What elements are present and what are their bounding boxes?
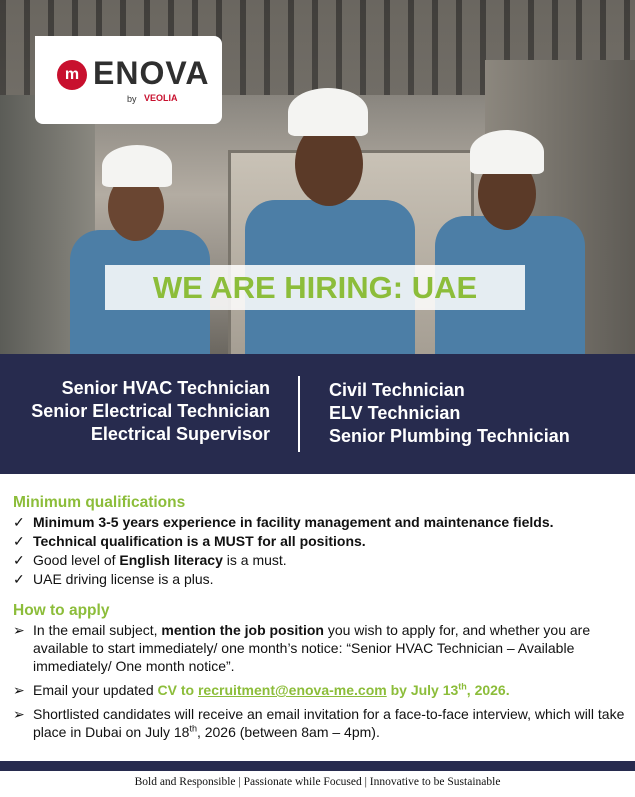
qualification-item [13,532,628,551]
check-icon: ✓ [13,571,25,587]
qualification-text: UAE driving license is a plus. [33,571,214,587]
apply-text: you wish to apply for, and whether you are available to start immediately/ one month’s notice: “Senior HVAC Technician – Available immediately/ One month notice”. [33,622,591,674]
qualification-text: Minimum 3-5 years experience in facility management and maintenance fields. [33,514,554,530]
hiring-headline: WE ARE HIRING: UAE [152,270,478,305]
technician-center [240,88,420,354]
details-section [13,492,628,745]
qualification-text: Good level of [33,552,120,568]
veolia-logo: VEOLIA [144,93,178,103]
check-icon: ✓ [13,552,25,568]
qualification-item [13,513,628,532]
arrow-bullet-icon: ➢ [13,682,25,698]
position-item: Senior Electrical Technician [31,401,270,421]
position-item: Senior Plumbing Technician [329,426,570,446]
apply-text: Shortlisted candidates will receive an email invitation for a face-to-face interview, which will take place in Dubai on July 18 [33,706,625,740]
technician-left [60,145,220,354]
apply-text: In the email subject, [33,622,162,638]
position-item: ELV Technician [329,403,461,423]
apply-step [13,621,628,675]
positions-left-column [0,377,270,446]
technician-right [430,130,590,354]
footer-bar [0,761,635,771]
qualification-emphasis: English literacy [119,552,223,568]
apply-deadline: by July 13 [386,682,459,698]
enova-logo [35,36,222,124]
deadline-suffix: th [458,681,467,692]
position-item: Senior HVAC Technician [61,378,270,398]
arrow-bullet-icon: ➢ [13,622,25,638]
arrow-bullet-icon: ➢ [13,706,25,722]
apply-text: Email your updated [33,682,158,698]
enova-logo-icon: m [57,60,87,90]
qualification-text: Technical qualification is a MUST for all positions. [33,533,366,549]
hiring-banner [105,265,525,310]
qualification-item [13,551,628,570]
footer-tagline: Bold and Responsible | Passionate while Focused | Innovative to be Sustainable [134,776,501,788]
recruitment-email-link[interactable]: recruitment@enova-me.com [197,682,387,698]
qualifications-title: Minimum qualifications [13,494,186,511]
positions-band [0,354,635,474]
check-icon: ✓ [13,514,25,530]
position-item: Civil Technician [329,380,465,400]
positions-divider [298,376,300,452]
hero-photo [0,0,635,354]
apply-step [13,681,628,699]
apply-emphasis: mention the job position [161,622,324,638]
apply-step [13,705,628,741]
positions-right-column [329,379,629,448]
apply-text: , 2026 (between 8am – 4pm). [196,724,380,740]
position-item: Electrical Supervisor [90,424,270,444]
date-suffix: th [189,723,197,734]
check-icon: ✓ [13,533,25,549]
qualification-item [13,570,628,589]
apply-title: How to apply [13,602,110,619]
deadline-year: , 2026. [466,682,510,698]
brand-name: ENOVA [93,55,210,91]
brand-by: by [127,94,137,104]
qualification-text: is a must. [222,552,287,568]
apply-cv-text: CV to [157,682,198,698]
